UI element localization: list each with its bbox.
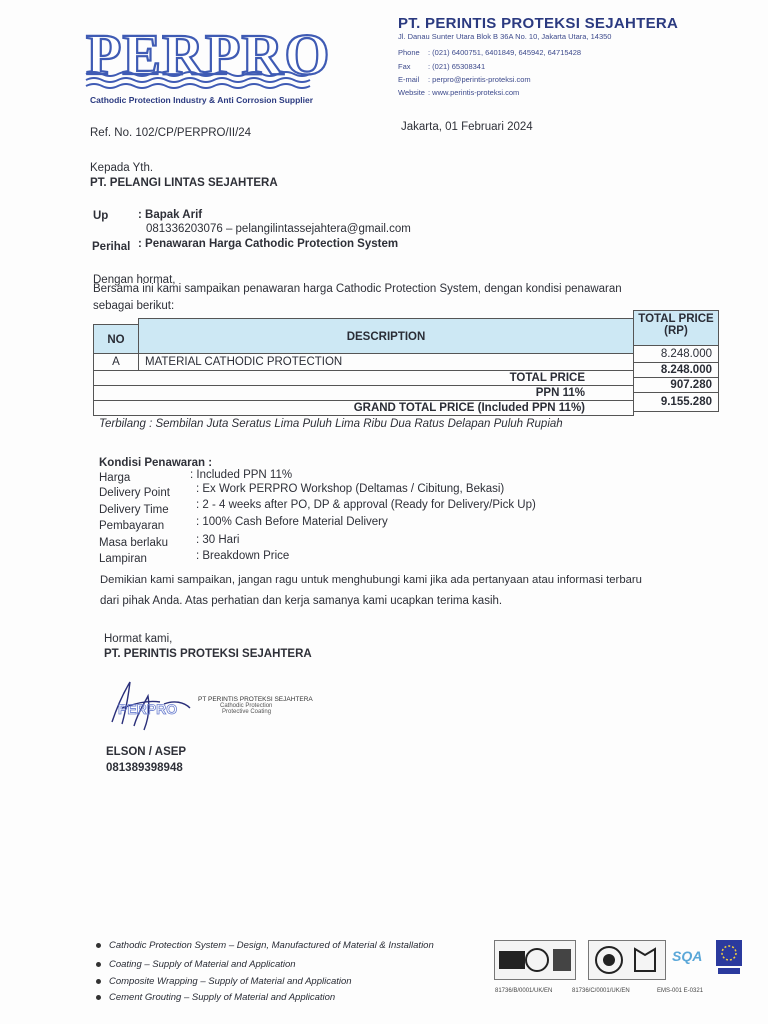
service-text: Cathodic Protection System – Design, Manufactured of Material & Installation — [109, 940, 434, 951]
condition-value: : Ex Work PERPRO Workshop (Deltamas / Cibitung, Bekasi) — [196, 483, 505, 495]
perpro-logo: PERPRO — [86, 22, 331, 87]
table-row-price: 8.248.000 — [633, 345, 719, 363]
table-header-price-line2: (RP) — [664, 325, 688, 337]
intro-line-1: Bersama ini kami sampaikan penawaran harga Cathodic Protection System, dengan kondisi penawaran — [93, 283, 622, 295]
total-price-label: TOTAL PRICE — [93, 370, 634, 386]
service-text: Coating – Supply of Material and Application — [109, 959, 296, 970]
condition-label: Harga — [99, 472, 131, 484]
signer-name: ELSON / ASEP — [106, 746, 187, 758]
conditions-title: Kondisi Penawaran : — [99, 457, 213, 469]
grand-total-label: GRAND TOTAL PRICE (Included PPN 11%) — [93, 400, 634, 416]
service-item — [96, 976, 352, 987]
service-item — [96, 992, 335, 1003]
sender-company: PT. PERINTIS PROTEKSI SEJAHTERA — [104, 648, 312, 660]
signature-stamp-icon — [104, 674, 196, 744]
closing-line-2: dari pihak Anda. Atas perhatian dan kerja samanya kami ucapkan terima kasih. — [100, 595, 503, 607]
condition-label: Pembayaran — [99, 520, 165, 532]
ppn-label: PPN 11% — [93, 385, 634, 401]
table-row-no: A — [93, 353, 139, 371]
contact-phone — [398, 48, 581, 57]
price-table — [93, 310, 719, 414]
recipient-company: PT. PELANGI LINTAS SEJAHTERA — [90, 177, 278, 189]
bullet-icon — [96, 962, 101, 967]
contact-website — [398, 88, 519, 97]
bullet-icon — [96, 943, 101, 948]
cert-code: 81736/C/0001/UK/EN — [572, 988, 630, 994]
logo-tagline: Cathodic Protection Industry & Anti Corrosion Supplier — [90, 95, 314, 105]
cert-code: EMS-001 E-0321 — [657, 988, 704, 994]
perihal-label: Perihal — [92, 241, 131, 253]
condition-label: Delivery Time — [99, 504, 169, 516]
cert-seal-icon — [495, 941, 575, 979]
table-header-description: DESCRIPTION — [138, 318, 634, 354]
condition-value: : 30 Hari — [196, 534, 240, 546]
contact-label: Phone — [398, 48, 420, 57]
bullet-icon — [96, 995, 101, 1000]
condition-label: Lampiran — [99, 553, 147, 565]
amount-in-words: Terbilang : Sembilan Juta Seratus Lima Puluh Lima Ribu Dua Ratus Delapan Puluh Rupiah — [99, 418, 563, 430]
intro-line-2: sebagai berikut: — [93, 300, 175, 312]
perihal-value: : Penawaran Harga Cathodic Protection System — [138, 238, 399, 250]
table-header-price-line1: TOTAL PRICE — [638, 313, 714, 325]
signer-phone: 081389398948 — [106, 762, 183, 774]
contact-label: Website — [398, 88, 425, 97]
service-text: Composite Wrapping – Supply of Material and Application — [109, 976, 352, 987]
service-text: Cement Grouting – Supply of Material and Application — [109, 992, 336, 1003]
contact-value: : (021) 6400751, 6401849, 645942, 64715428 — [428, 48, 582, 57]
stamp-line-1: Cathodic Protection — [220, 703, 273, 709]
table-header-total-price — [633, 310, 719, 346]
stamp-company — [198, 696, 313, 715]
condition-value: : 100% Cash Before Material Delivery — [196, 516, 388, 528]
condition-value: : 2 - 4 weeks after PO, DP & approval (Ready for Delivery/Pick Up) — [196, 499, 536, 511]
table-row-description: MATERIAL CATHODIC PROTECTION — [138, 353, 634, 371]
ppn-value: 907.280 — [633, 377, 719, 393]
logo-waves-icon — [84, 70, 316, 92]
recipient-label: Kepada Yth. — [90, 162, 154, 174]
stamp-company-name: PT PERINTIS PROTEKSI SEJAHTERA — [198, 696, 313, 703]
condition-label: Delivery Point — [99, 487, 170, 499]
regards: Hormat kami, — [104, 633, 173, 645]
up-contact: 081336203076 – pelangilintassejahtera@gmail.com — [146, 223, 411, 235]
stamp-line-2: Protective Coating — [222, 709, 272, 715]
up-value: : Bapak Arif — [138, 209, 203, 221]
closing-line-1: Demikian kami sampaikan, jangan ragu untuk menghubungi kami jika ada pertanyaan atau informasi terbaru — [100, 574, 642, 586]
contact-fax — [398, 62, 485, 71]
contact-value: : perpro@perintis-proteksi.com — [428, 75, 531, 84]
contact-label: Fax — [398, 62, 411, 71]
up-label: Up — [93, 210, 109, 222]
condition-value: : Included PPN 11% — [190, 469, 293, 481]
greeting: Dengan hormat, — [93, 274, 176, 286]
company-name: PT. PERINTIS PROTEKSI SEJAHTERA — [398, 15, 679, 32]
reference-number: Ref. No. 102/CP/PERPRO/II/24 — [90, 127, 252, 139]
service-item — [96, 940, 434, 951]
condition-label: Masa berlaku — [99, 537, 169, 549]
stamp-logo-text: PERPRO — [118, 701, 178, 717]
contact-email — [398, 75, 531, 84]
letter-date: Jakarta, 01 Februari 2024 — [401, 121, 533, 133]
cert-code: 81736/B/0001/UK/EN — [495, 988, 553, 994]
sqa-badge: SQA — [672, 948, 703, 964]
table-header-no: NO — [93, 324, 139, 354]
grand-total-value: 9.155.280 — [633, 392, 719, 412]
condition-value: : Breakdown Price — [196, 550, 290, 562]
total-price-value: 8.248.000 — [633, 362, 719, 378]
company-address: Jl. Danau Sunter Utara Blok B 36A No. 10, Jakarta Utara, 14350 — [398, 32, 612, 41]
service-item — [96, 959, 296, 970]
contact-value: : (021) 65308341 — [428, 62, 486, 71]
cert-seal-icon — [589, 941, 665, 979]
certification-badge-2 — [588, 940, 666, 980]
contact-label: E-mail — [398, 75, 420, 84]
contact-value: : www.perintis-proteksi.com — [428, 88, 520, 97]
ukas-badge-icon — [714, 938, 744, 978]
certification-badge-1 — [494, 940, 576, 980]
bullet-icon — [96, 979, 101, 984]
